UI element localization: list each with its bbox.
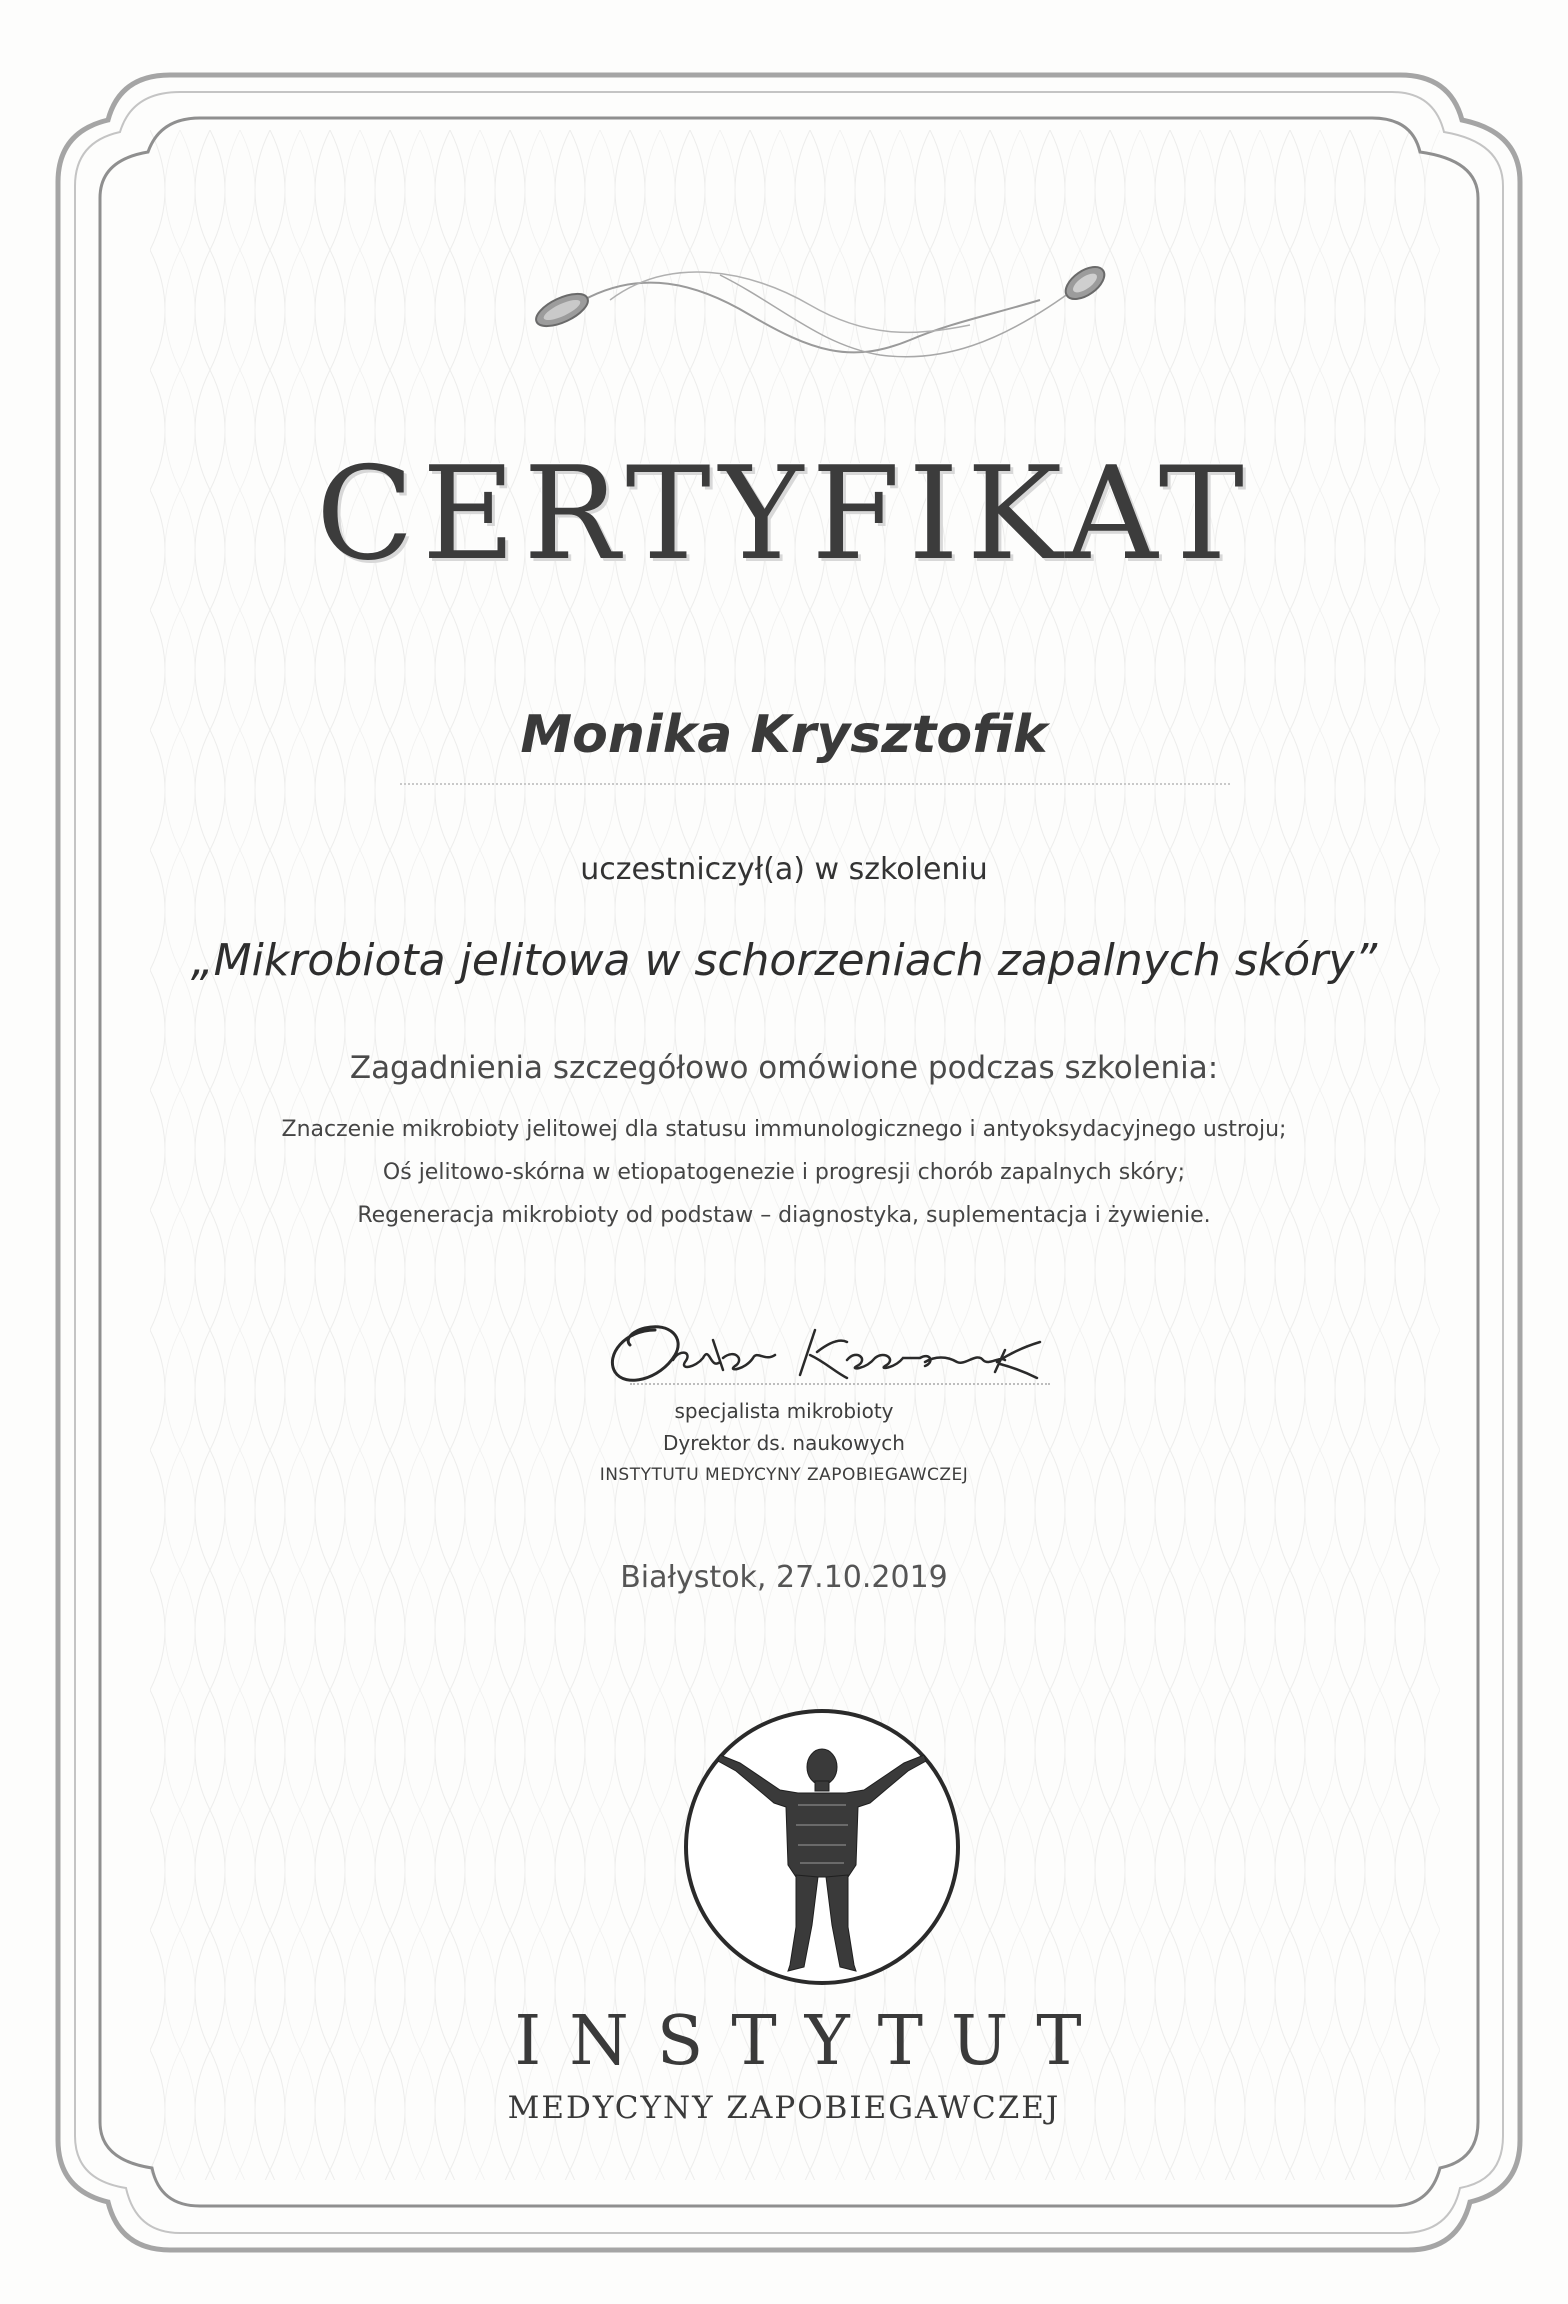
signer-block [0,1395,1568,1491]
topic-item: Regeneracja mikrobioty od podstaw – diagnostyka, suplementacja i żywienie. [357,1203,1211,1228]
signature-line [630,1383,1050,1385]
course-title: „Mikrobiota jelitowa w schorzeniach zapalnych skóry” [190,935,1378,986]
topics-heading: Zagadnienia szczegółowo omówione podczas szkolenia: [349,1050,1219,1086]
participation-text: uczestniczył(a) w szkoleniu [580,852,988,887]
place-date: Białystok, 27.10.2019 [620,1560,948,1595]
topics-list [0,1108,1568,1237]
vitruvian-man-icon [680,1705,965,1990]
name-underline [400,783,1230,785]
handwritten-signature [585,1300,1065,1400]
bacteria-icon [520,245,1120,375]
certificate-title: CERTYFIKAT [316,440,1252,589]
topic-item: Znaczenie mikrobioty jelitowej dla statusu immunologicznego i antyoksydacyjnego ustroju; [281,1117,1287,1142]
topic-item: Oś jelitowo-skórna w etiopatogenezie i progresji chorób zapalnych skóry; [382,1160,1186,1185]
signer-institution: INSTYTUTU MEDYCYNY ZAPOBIEGAWCZEJ [599,1465,969,1485]
signer-role: specjalista mikrobioty [674,1399,894,1423]
signer-position: Dyrektor ds. naukowych [663,1431,905,1455]
institute-logo-title: INSTYTUT [514,2002,1110,2081]
recipient-name: Monika Krysztofik [520,705,1048,765]
institute-logo-subtitle: MEDYCYNY ZAPOBIEGAWCZEJ [507,2090,1061,2126]
